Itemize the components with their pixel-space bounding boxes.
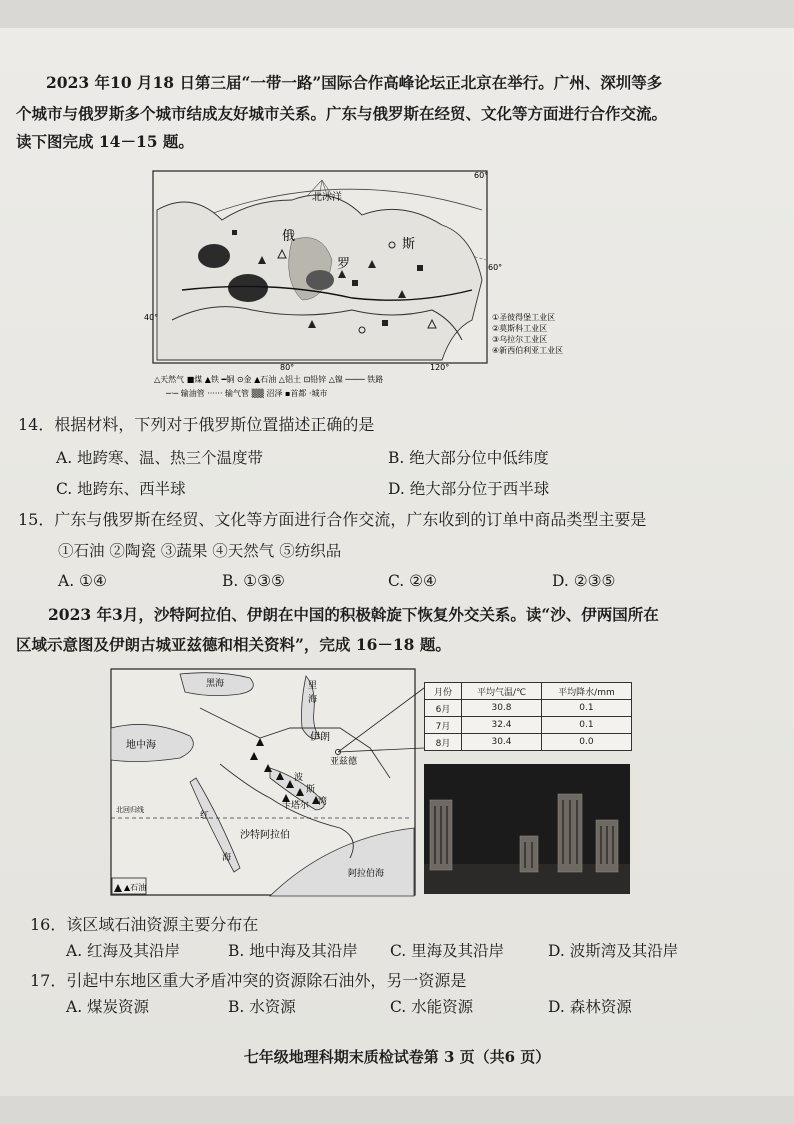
- table-cell: 6月: [425, 700, 462, 717]
- q16-option-a[interactable]: A. 红海及其沿岸: [66, 942, 181, 960]
- table-cell: 32.4: [462, 717, 542, 734]
- q14-option-b[interactable]: B. 绝大部分位中低纬度: [388, 449, 549, 467]
- lon-80-label: 80°: [280, 363, 295, 372]
- arabian-sea-label: 阿拉伯海: [348, 869, 385, 879]
- intro2-line-1: 2023 年3月，沙特阿拉伯、伊朗在中国的积极斡旋下恢复外交关系。读“沙、伊两国所在: [48, 605, 659, 624]
- mediterranean-label: 地中海: [126, 740, 156, 751]
- country-label-char-1: 俄: [282, 229, 296, 244]
- iran-label: 伊朗: [310, 732, 330, 743]
- q15-option-b[interactable]: B. ①③⑤: [222, 572, 285, 590]
- qatar-label: 卡塔尔: [282, 801, 310, 811]
- arctic-ocean-label: 北冰洋: [312, 192, 342, 203]
- red-sea-label-2: 海: [222, 853, 232, 863]
- caspian-label-1: 里: [308, 681, 318, 691]
- lat-left-label: 40°: [144, 313, 159, 322]
- map-legend-line-1: △天然气 ■煤 ▲铁 ━铜 ⊙金 ▲石油 △铝土 ⊡铅锌 △镍 ──── 铁路: [154, 375, 384, 384]
- q15-option-d[interactable]: D. ②③⑤: [552, 572, 616, 590]
- zone-3-label: ③乌拉尔工业区: [492, 335, 548, 344]
- q15-option-a[interactable]: A. ①④: [58, 572, 107, 590]
- caspian-label-2: 海: [308, 695, 318, 705]
- country-label-char-2: 罗: [337, 257, 351, 272]
- table-header-month: 月份: [425, 683, 462, 700]
- russia-map: [144, 170, 598, 402]
- yazd-label: 亚兹德: [330, 757, 358, 767]
- zone-1-label: ①圣彼得堡工业区: [492, 313, 556, 322]
- lon-120-label: 120°: [430, 363, 450, 372]
- zone-4-label: ④新西伯利亚工业区: [492, 346, 564, 355]
- page-footer: 七年级地理科期末质检试卷第 3 页（共6 页）: [243, 1048, 551, 1066]
- q16-option-c[interactable]: C. 里海及其沿岸: [390, 942, 505, 960]
- q17-option-d[interactable]: D. 森林资源: [548, 998, 632, 1016]
- gulf-label-1: 波: [294, 773, 304, 783]
- table-cell: 0.1: [541, 700, 631, 717]
- intro2-line-2: 区域示意图及伊朗古城亚兹德和相关资料”，完成 16－18 题。: [16, 635, 451, 654]
- gulf-label-2: 斯: [306, 785, 316, 795]
- q15-stem: 15．广东与俄罗斯在经贸、文化等方面进行合作交流，广东收到的订单中商品类型主要是: [18, 510, 647, 529]
- q16-option-d[interactable]: D. 波斯湾及其沿岸: [548, 942, 679, 960]
- table-header-temp: 平均气温/℃: [462, 683, 542, 700]
- saudi-label: 沙特阿拉伯: [240, 830, 290, 841]
- q14-option-a[interactable]: A. 地跨寒、温、热三个温度带: [56, 449, 264, 467]
- red-sea-label-1: 红: [200, 811, 210, 821]
- zone-2-label: ②莫斯科工业区: [492, 324, 548, 333]
- q15-option-c[interactable]: C. ②④: [388, 572, 437, 590]
- lat-right-label: 60°: [488, 263, 503, 272]
- table-row: [425, 734, 632, 751]
- gulf-label-3: 湾: [318, 797, 328, 807]
- table-cell: 8月: [425, 734, 462, 751]
- country-label-char-3: 斯: [402, 237, 416, 252]
- q16-stem: 16．该区域石油资源主要分布在: [30, 915, 259, 934]
- q17-option-a[interactable]: A. 煤炭资源: [66, 998, 150, 1016]
- intro-line-3: 读下图完成 14－15 题。: [16, 132, 194, 151]
- table-cell: 0.1: [541, 717, 631, 734]
- q17-option-b[interactable]: B. 水资源: [228, 998, 296, 1016]
- table-row: [425, 717, 632, 734]
- table-header-precip: 平均降水/mm: [541, 683, 631, 700]
- q14-option-c[interactable]: C. 地跨东、西半球: [56, 480, 186, 498]
- q14-stem: 14．根据材料，下列对于俄罗斯位置描述正确的是: [18, 415, 375, 434]
- table-cell: 0.0: [541, 734, 631, 751]
- q15-items: ①石油 ②陶瓷 ③蔬果 ④天然气 ⑤纺织品: [58, 542, 342, 560]
- lat-top-label: 60°: [474, 171, 489, 180]
- table-cell: 30.8: [462, 700, 542, 717]
- q14-option-d[interactable]: D. 绝大部分位于西半球: [388, 480, 550, 498]
- intro-line-2: 个城市与俄罗斯多个城市结成友好城市关系。广东与俄罗斯在经贸、文化等方面进行合作交流。: [16, 104, 668, 123]
- climate-table: [424, 682, 632, 751]
- table-cell: 7月: [425, 717, 462, 734]
- intro-line-1: 2023 年10 月18 日第三届“一带一路”国际合作高峰论坛正北京在举行。广州、深圳等多: [46, 73, 663, 92]
- q16-option-b[interactable]: B. 地中海及其沿岸: [228, 942, 358, 960]
- table-cell: 30.4: [462, 734, 542, 751]
- yazd-windcatcher-photo: [424, 764, 630, 894]
- middle-east-map: [110, 668, 416, 896]
- q17-option-c[interactable]: C. 水能资源: [390, 998, 474, 1016]
- q17-stem: 17．引起中东地区重大矛盾冲突的资源除石油外，另一资源是: [30, 971, 467, 990]
- tropic-label: 北回归线: [116, 806, 144, 814]
- black-sea-label: 黑海: [206, 679, 225, 689]
- map-legend-line-2: ─·─ 输油管 ······ 输气管 ▒▒ 沼泽 ▪首都 ·城市: [166, 389, 328, 398]
- table-row: [425, 700, 632, 717]
- oil-legend: ▲石油: [124, 883, 147, 892]
